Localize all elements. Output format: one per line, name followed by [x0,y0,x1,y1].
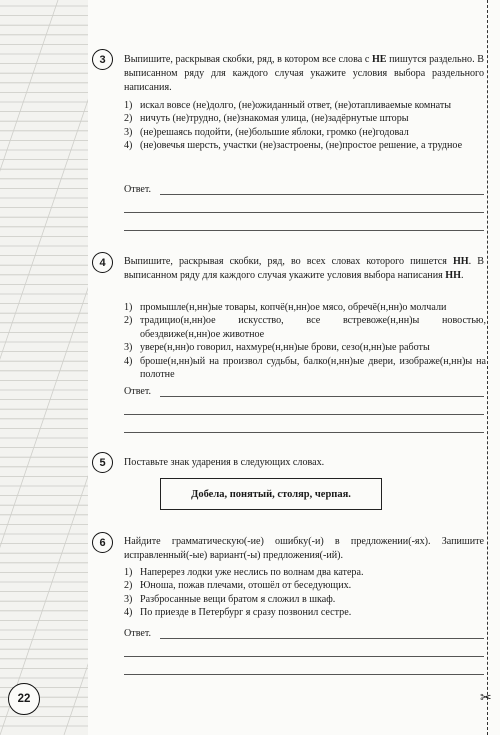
task-6-answer-label: Ответ. [124,628,152,639]
scissors-icon: ✂ [480,690,492,706]
task-4-number: 4 [92,252,113,273]
answer-line [160,638,484,639]
answer-line [124,212,484,213]
task-6-option: 3) Разбросанные вещи братом я сложил в шкаф. [124,593,336,605]
task-3-answer-label: Ответ. [124,184,152,195]
answer-line [124,230,484,231]
task-6-option: 1) Наперерез лодки уже неслись по волнам два катера. [124,567,364,578]
task-3-option: 1) искал вовсе (не)долго, (не)ожиданный ответ, (не)отапливаемые комнаты [124,100,452,111]
answer-line [160,396,484,397]
answer-line [124,674,484,675]
answer-line [124,414,484,415]
answer-line [160,194,484,195]
task-6-option: 4) По приезде в Петербург я сразу позвонил сестре. [124,607,352,619]
task-4-stem: Выпишите, раскрывая скобки, ряд, во всех словах которого пишется НН. В выписанном ряду для каждого случая укажите условия выбора написания НН. [124,256,484,281]
task-3-option: 2) ничуть (не)трудно, (не)знакомая улица, (не)задёрнутые шторы [124,113,409,125]
task-3-number: 3 [92,49,113,70]
task-3-stem: Выпишите, раскрывая скобки, ряд, в котором все слова с НЕ пишутся раздельно. В выписанном ряду для каждого случая укажите условия выбора раздельного написания. [124,54,484,93]
task-4-answer-label: Ответ. [124,386,152,397]
task-4-options [124,301,486,381]
task-4-option: 4) броше(н,нн)ый на произвол судьбы, балко(н,нн)ые двери, изображе(н,нн)ы на полотне [124,355,486,381]
task-4-option: 1) промышле(н,нн)ые товары, копчё(н,нн)ое мясо, обречё(н,нн)о молчали [124,302,447,313]
answer-line [124,656,484,657]
page-number: 22 [8,683,40,715]
margin-guidelines [0,0,88,735]
cut-line [487,0,488,735]
task-4-answer-area[interactable] [124,386,484,436]
task-4-option: 3) увере(н,нн)о говорил, нахмуре(н,нн)ые брови, сезо(н,нн)ые работы [124,342,430,354]
task-5-number: 5 [92,452,113,473]
task-6-stem: Найдите грамматическую(-ие) ошибку(-и) в предложении(-ях). Запишите исправленный(-ые) вариант(-ы) предложения(-ий). [124,536,484,561]
task-4-option: 2) традицио(н,нн)ое искусство, все встревоже(н,нн)ы новостью, обездвиже(н,нн)ое животное [124,315,486,340]
task-3-option: 4) (не)овечья шерсть, участки (не)застроены, (не)простое решение, а трудное [124,140,463,152]
task-5-stem: Поставьте знак ударения в следующих словах. [124,457,325,468]
task-3-options [124,99,486,153]
task-6-number: 6 [92,532,113,553]
task-5-words: Добела, понятый, столяр, черпая. [191,488,351,500]
task-6-answer-area[interactable] [124,628,484,678]
task-6-options [124,566,486,620]
task-3-option: 3) (не)решаясь подойти, (не)большие яблоки, громко (не)годовал [124,126,409,138]
task-6-option: 2) Юноша, пожав плечами, отошёл от беседующих. [124,580,352,592]
task-3-answer-area[interactable] [124,184,484,234]
answer-line [124,432,484,433]
task-5-words-box [160,478,382,510]
